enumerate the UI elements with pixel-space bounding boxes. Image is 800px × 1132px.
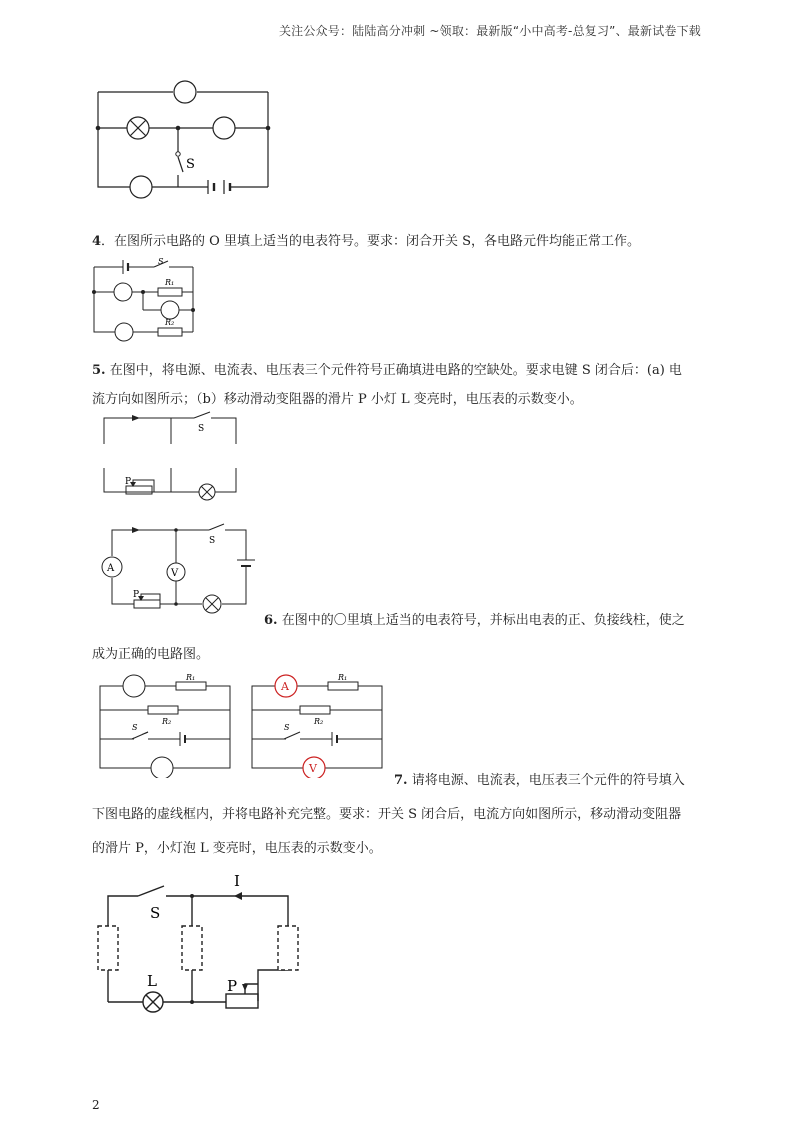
- resistor-label-r1: R₁: [338, 673, 348, 682]
- slider-label: P: [227, 977, 238, 995]
- resistor-label-r2: R₂: [162, 717, 172, 726]
- figure-circuit-1: [90, 72, 280, 202]
- page-number: 2: [92, 1098, 100, 1112]
- slider-label: P: [125, 477, 132, 487]
- figure-circuit-q6-blank: [96, 672, 236, 778]
- switch-label: S: [150, 904, 161, 922]
- meter-circle: [123, 675, 145, 697]
- ammeter-label: A: [107, 563, 115, 574]
- switch-label: S: [284, 723, 290, 732]
- voltmeter-label: V: [171, 568, 179, 579]
- question-6: 6. 在图中的〇里填上适当的电表符号，并标出电表的正、负接线柱，使之 成为正确的电路图。: [92, 613, 685, 662]
- figure-circuit-q7: [96, 870, 306, 1020]
- figure-circuit-q4: [88, 256, 208, 342]
- question-5: 5. 在图中，将电源、电流表、电压表三个元件符号正确填进电路的空缺处。要求电键 S 闭合后：(a) 电 流方向如图所示；（b）移动滑动变阻器的滑片 P 小灯 L 变亮时，电压表的示数变小。: [92, 363, 682, 407]
- current-label: I: [234, 872, 240, 890]
- switch-label: S: [186, 157, 195, 172]
- meter-circle: [114, 283, 132, 301]
- figure-circuit-q6-answer: [248, 672, 388, 778]
- ammeter-answer-label: A: [281, 680, 289, 693]
- question-7: 7. 请将电源、电流表，电压表三个元件的符号填入 下图电路的虚线框内，并将电路补充完整。要求：开关 S 闭合后，电流方向如图所示，移动滑动变阻器 的滑片 P，小灯泡 L 变亮时，电压表的示数变小。: [92, 773, 685, 856]
- resistor-label-r2: R₂: [165, 318, 175, 327]
- switch-label: S: [132, 723, 138, 732]
- lamp-label: L: [147, 972, 157, 990]
- question-4: 4．在图所示电路的 O 里填上适当的电表符号。要求：闭合开关 S，各电路元件均能正常工作。: [92, 234, 641, 249]
- resistor-label-r1: R₁: [186, 673, 196, 682]
- figure-circuit-q5-blank: [96, 410, 246, 502]
- figure-circuit-q5-answer: [96, 522, 266, 614]
- page-header: 关注公众号：陆陆高分冲刺 ~领取：最新版“小中高考-总复习”、最新试卷下载: [278, 24, 701, 38]
- meter-circle: [174, 81, 196, 103]
- resistor-label-r2: R₂: [314, 717, 324, 726]
- meter-circle: [213, 117, 235, 139]
- switch-label: S: [198, 424, 205, 434]
- voltmeter-answer-label: V: [309, 762, 317, 775]
- meter-circle: [115, 323, 133, 341]
- resistor-label-r1: R₁: [165, 278, 175, 287]
- meter-circle: [130, 176, 152, 198]
- switch-label: S: [158, 257, 164, 266]
- switch-label: S: [209, 536, 216, 546]
- meter-circle: [161, 301, 179, 319]
- slider-label: P: [133, 590, 140, 600]
